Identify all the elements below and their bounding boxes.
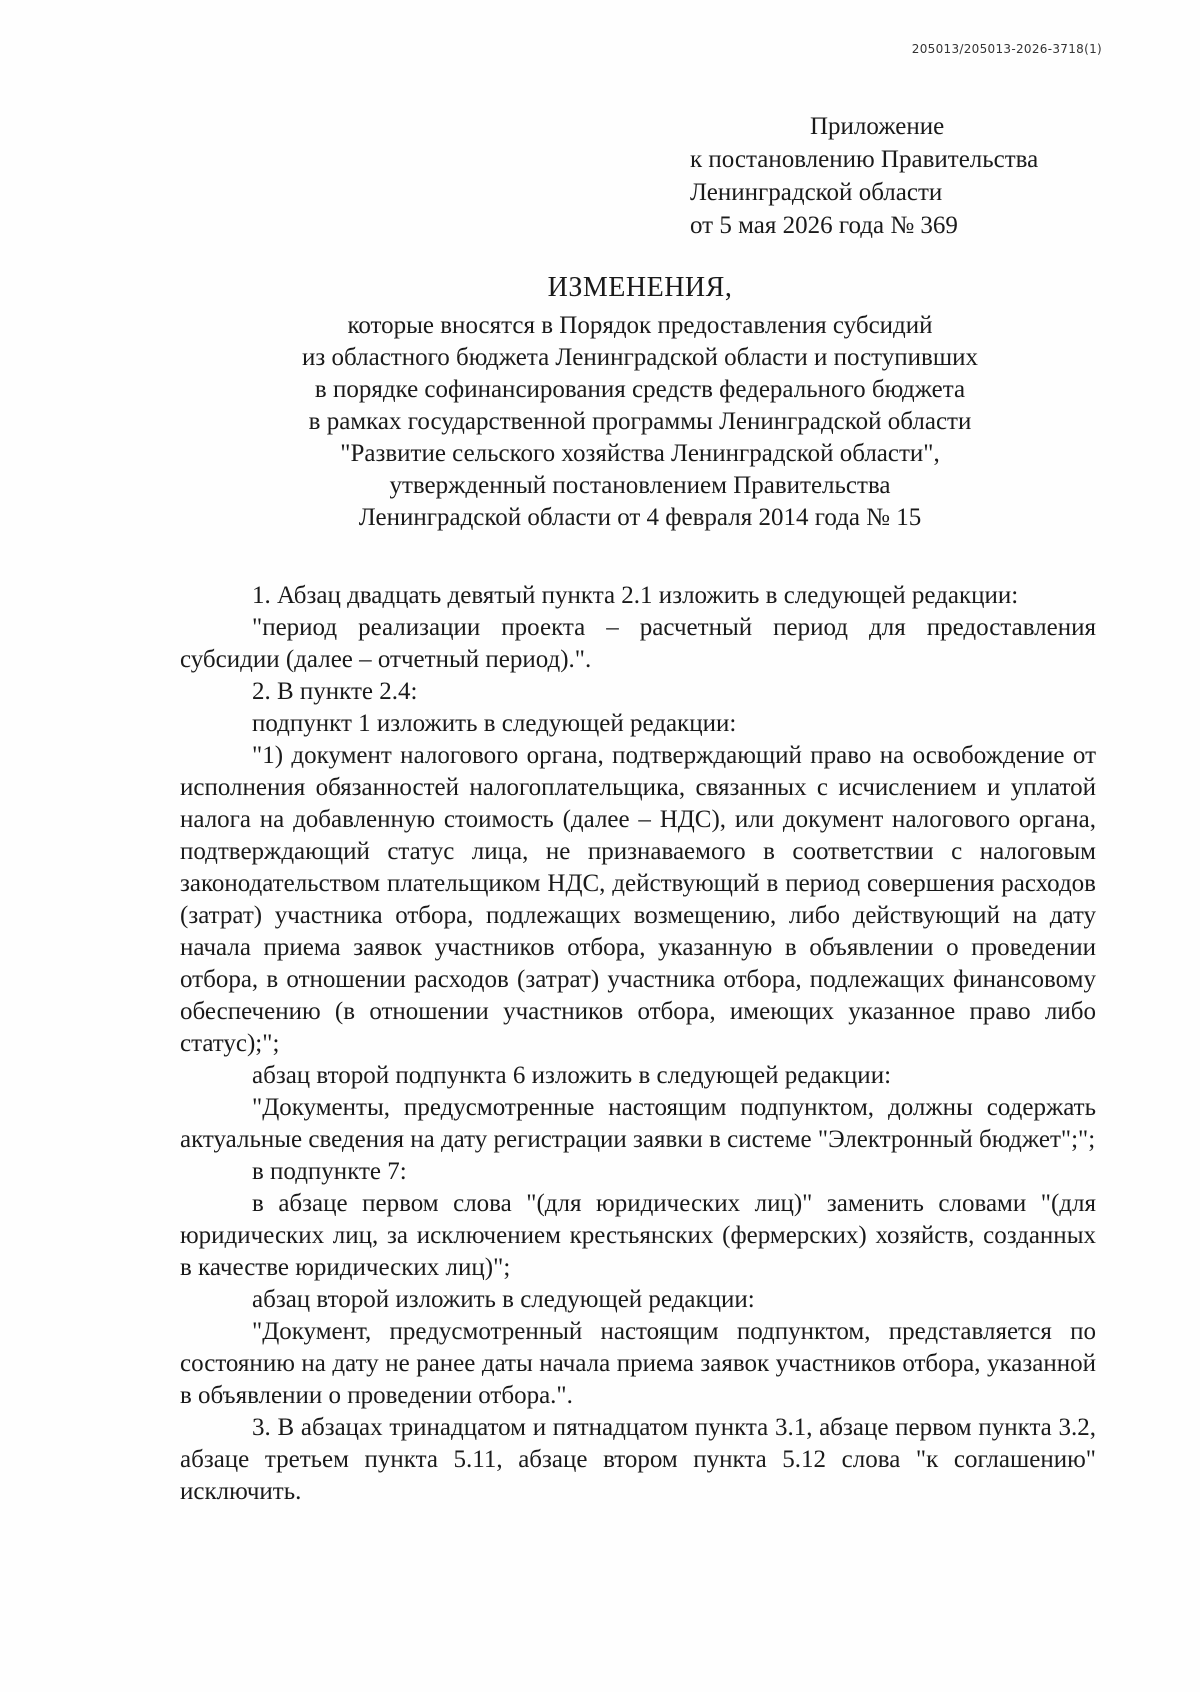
paragraph-2-sub-1-quote: "1) документ налогового органа, подтверждающий право на освобождение от исполнения обязанностей налогоплательщика, связанных с исчислением и уплатой налога на добавленную стоимость (далее – НДС), или документ налогового органа, подтверждающий статус лица, не признаваемого в соответствии с налоговым законодательством плательщиком НДС, действующий в период совершения расходов (затрат) участника отбора, подлежащих возмещению, либо действующий на дату начала приема заявок участников отбора, указанную в объявлении о проведении отбора, в отношении расходов (затрат) участника отбора, подлежащих финансовому обеспечению (в отношении участников отбора, имеющих указанное право либо статус);"; bbox=[180, 742, 1096, 1057]
paragraph-3: 3. В абзацах тринадцатом и пятнадцатом пункта 3.1, абзаце первом пункта 3.2, абзаце третьем пункта 5.11, абзаце втором пункта 5.12 слова "к соглашению" исключить. bbox=[180, 1414, 1096, 1505]
paragraph-2-sub-7: в подпункте 7: bbox=[252, 1158, 407, 1185]
paragraph-2-sub-1: подпункт 1 изложить в следующей редакции: bbox=[252, 710, 737, 737]
paragraph-2-sub-6-quote: "Документы, предусмотренные настоящим подпунктом, должны содержать актуальные сведения на дату регистрации заявки в системе "Электронный бюджет";"; bbox=[180, 1094, 1096, 1153]
appendix-header bbox=[690, 110, 1038, 242]
paragraph-1-quote: "период реализации проекта – расчетный период для предоставления субсидии (далее – отчетный период).". bbox=[180, 614, 1096, 673]
title-line: "Развитие сельского хозяйства Ленинградской области", bbox=[340, 440, 940, 467]
title-heading: ИЗМЕНЕНИЯ, bbox=[547, 272, 733, 303]
paragraph-1: 1. Абзац двадцать девятый пункта 2.1 изложить в следующей редакции: bbox=[252, 582, 1019, 609]
paragraph-2: 2. В пункте 2.4: bbox=[252, 678, 418, 705]
appendix-line-4: от 5 мая 2026 года № 369 bbox=[690, 212, 958, 239]
appendix-line-2: к постановлению Правительства bbox=[690, 146, 1039, 173]
title-line: в рамках государственной программы Ленинградской области bbox=[308, 408, 972, 435]
appendix-line-1: Приложение bbox=[810, 113, 945, 140]
paragraph-2-sub-7-first: в абзаце первом слова "(для юридических лиц)" заменить словами "(для юридических лиц, за исключением крестьянских (фермерских) хозяйств, созданных в качестве юридических лиц)"; bbox=[180, 1190, 1096, 1281]
document-body bbox=[180, 580, 1096, 1508]
paragraph-2-sub-6: абзац второй подпункта 6 изложить в следующей редакции: bbox=[252, 1062, 892, 1089]
title-line: Ленинградской области от 4 февраля 2014 года № 15 bbox=[358, 504, 922, 531]
paragraph-2-sub-7-second: абзац второй изложить в следующей редакции: bbox=[252, 1286, 755, 1313]
document-id: 205013/205013-2026-3718(1) bbox=[911, 42, 1102, 56]
title-line: утвержденный постановлением Правительства bbox=[389, 472, 891, 499]
title-line: в порядке софинансирования средств федерального бюджета bbox=[314, 376, 966, 403]
title-line: из областного бюджета Ленинградской области и поступивших bbox=[302, 344, 978, 371]
document-title bbox=[150, 272, 1130, 534]
title-line: которые вносятся в Порядок предоставления субсидий bbox=[347, 312, 933, 339]
appendix-line-3: Ленинградской области bbox=[690, 179, 943, 206]
paragraph-2-sub-7-quote: "Документ, предусмотренный настоящим подпунктом, представляется по состоянию на дату не ранее даты начала приема заявок участников отбора, указанной в объявлении о проведении отбора.". bbox=[180, 1318, 1096, 1409]
